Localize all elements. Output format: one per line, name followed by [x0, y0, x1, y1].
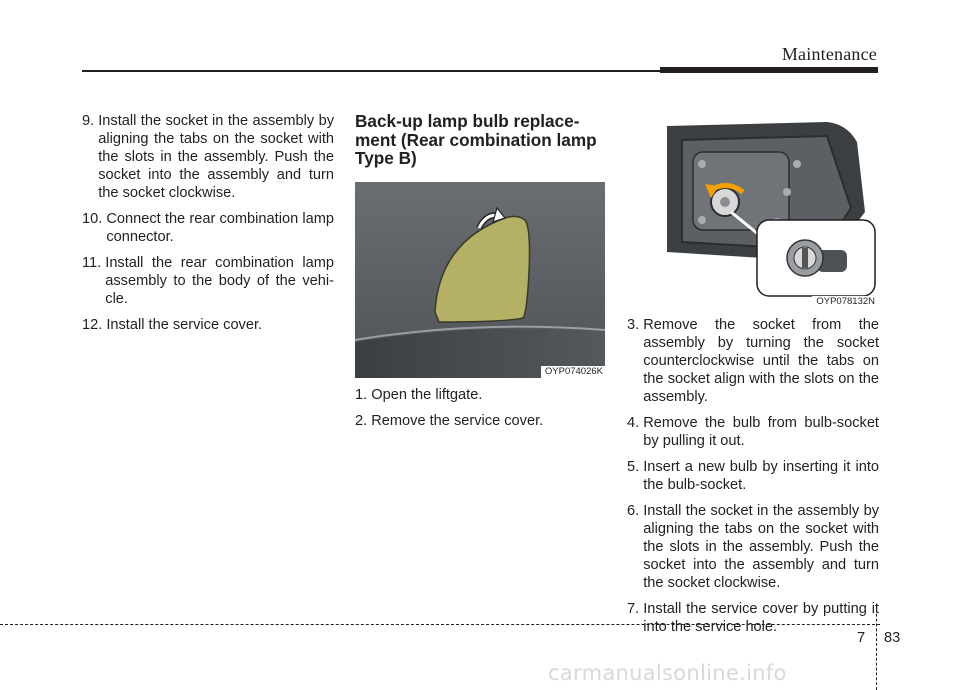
- liftgate-service-cover-figure: [355, 182, 605, 378]
- step-number: 5.: [627, 459, 644, 475]
- header-rule-accent: [660, 67, 878, 73]
- step-item: [627, 458, 879, 494]
- step-list: [82, 112, 334, 334]
- step-item: [82, 316, 334, 334]
- step-text: Remove the bulb from bulb-socket by pulling it out.: [643, 415, 879, 449]
- step-item: [627, 502, 879, 592]
- figure-code: OYP078132N: [812, 296, 877, 308]
- step-number: 6.: [627, 503, 644, 519]
- step-number: 4.: [627, 415, 644, 431]
- step-number: 10.: [82, 211, 107, 227]
- step-item: [627, 600, 879, 636]
- step-number: 11.: [82, 255, 106, 271]
- step-text: Remove the socket from the assembly by turning the socket counterclockwise until the tabs on the socket align with the slots on the assembly.: [643, 317, 879, 405]
- middle-column: [355, 112, 607, 438]
- chapter-number: 7: [857, 630, 866, 646]
- step-text: Install the socket in the assembly by aligning the tabs on the socket with the slots in the assembly. Push the socket into the assembly and turn the socket clockwise.: [643, 503, 879, 591]
- section-heading: Back-up lamp bulb replace-ment (Rear combination lamp Type B): [355, 111, 597, 168]
- step-item: [627, 316, 879, 406]
- header-rule: [82, 70, 660, 72]
- footer-divider: [876, 604, 877, 690]
- figure-code: OYP074026K: [541, 366, 605, 378]
- step-item: [82, 112, 334, 202]
- step-item: [82, 254, 334, 308]
- socket-illustration: [627, 112, 877, 308]
- step-item: [82, 210, 334, 246]
- step-text: Install the service cover.: [106, 317, 263, 333]
- step-number: 7.: [627, 601, 644, 617]
- step-text: Open the liftgate.: [371, 386, 483, 403]
- socket-removal-figure: [627, 112, 877, 308]
- page-number: 83: [884, 630, 901, 646]
- step-item: [627, 414, 879, 450]
- step-text: Remove the service cover.: [371, 412, 544, 429]
- watermark: carmanualsonline.info: [548, 661, 787, 685]
- step-list: [627, 316, 879, 636]
- step-text: Connect the rear combination lamp connector.: [106, 211, 334, 245]
- step-text: Install the socket in the assembly by aligning the tabs on the socket with the slots in the assembly. Push the socket into the assembly and turn the socket clockwise.: [98, 113, 334, 201]
- step-text: Install the rear combination lamp assembly to the body of the vehi-cle.: [105, 255, 334, 307]
- step-text: Install the service cover by putting it into the service hole.: [643, 601, 879, 635]
- step-item: [355, 386, 607, 404]
- step-number: 1.: [355, 386, 372, 403]
- step-number: 9.: [82, 113, 99, 129]
- step-list: [355, 386, 607, 430]
- step-number: 2.: [355, 412, 372, 429]
- right-column: [627, 112, 879, 644]
- step-item: [355, 412, 607, 430]
- liftgate-illustration: [355, 182, 605, 378]
- page-header-title: Maintenance: [781, 44, 877, 64]
- footer-rule: [0, 624, 880, 625]
- step-text: Insert a new bulb by inserting it into the bulb-socket.: [643, 459, 879, 493]
- step-number: 3.: [627, 317, 644, 333]
- left-column: [82, 112, 334, 342]
- step-number: 12.: [82, 317, 107, 333]
